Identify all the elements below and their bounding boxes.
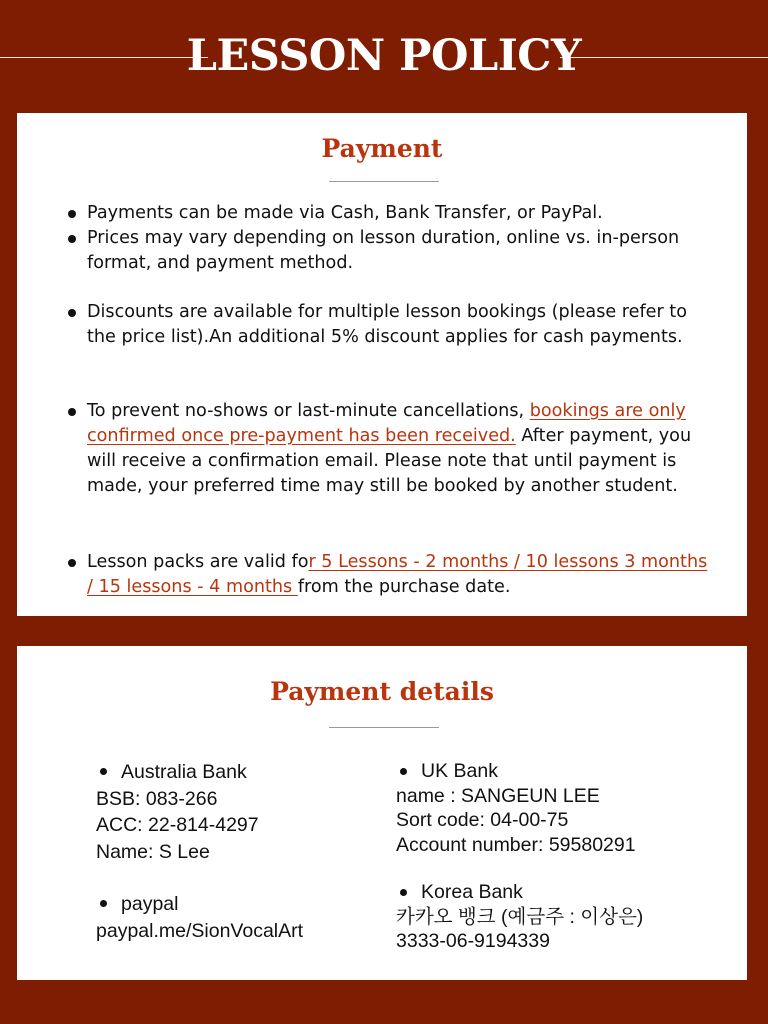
uk-bank-label-row: [396, 759, 636, 784]
uk-bank-block: [396, 759, 636, 857]
australia-account: ACC: 22-814-4297: [96, 814, 259, 836]
paypal-label: paypal: [121, 893, 179, 915]
bullet-icon: [68, 309, 76, 317]
korea-account-number: 3333-06-9194339: [396, 930, 550, 952]
uk-name: name : SANGEUN LEE: [396, 784, 600, 807]
prepayment-highlight: bookings are only confirmed once pre-payment has been received.: [87, 401, 686, 446]
paypal-block: [96, 891, 303, 944]
policy-item-text-pre: To prevent no-shows or last-minute cancellations,: [87, 401, 530, 421]
policy-item-methods: [87, 201, 717, 226]
payment-heading: Payment: [321, 134, 443, 163]
paypal-label-row: [96, 891, 303, 918]
policy-item-discounts: [87, 300, 717, 350]
bullet-icon: [100, 768, 107, 775]
korea-account-holder: 카카오 뱅크 (예금주 : 이상은): [396, 905, 644, 928]
australia-bank-block: [96, 759, 259, 865]
uk-sort-code: Sort code: 04-00-75: [396, 809, 569, 831]
payment-details-divider: [329, 727, 439, 728]
bullet-icon: [68, 210, 76, 218]
australia-bsb: BSB: 083-266: [96, 787, 218, 810]
lesson-pack-validity-highlight: r 5 Lessons - 2 months / 10 lessons 3 months / 15 lessons - 4 months: [87, 552, 708, 597]
uk-account-number: Account number: 59580291: [396, 833, 636, 856]
policy-item-text-post: from the purchase date.: [297, 577, 511, 597]
bullet-icon: [68, 235, 76, 243]
bullet-icon: [68, 408, 76, 416]
policy-item-prepayment: [87, 399, 717, 499]
policy-item-text-post: After payment, you will receive a confirmation email. Please note that until payment is made, your preferred time may still be booked by another student.: [87, 426, 692, 496]
uk-bank-label: UK Bank: [421, 760, 498, 782]
korea-bank-label-row: [396, 880, 643, 905]
korea-bank-label: Korea Bank: [421, 881, 523, 903]
bullet-icon: [400, 889, 407, 896]
paypal-link[interactable]: paypal.me/SionVocalArt: [96, 919, 304, 942]
payment-details-card: [17, 646, 747, 980]
page-title: LESSON POLICY: [186, 31, 582, 81]
policy-item-text: Payments can be made via Cash, Bank Transfer, or PayPal.: [87, 203, 603, 223]
bullet-icon: [100, 900, 107, 907]
bullet-icon: [68, 559, 76, 567]
policy-item-lesson-packs: [87, 550, 717, 600]
australia-bank-label: Australia Bank: [121, 761, 247, 783]
policy-item-text: Discounts are available for multiple lesson bookings (please refer to the price list).An additional 5% discount applies for cash payments.: [87, 302, 687, 347]
australia-name: Name: S Lee: [96, 840, 210, 863]
payment-details-heading: Payment details: [270, 677, 494, 706]
policy-item-text: Prices may vary depending on lesson duration, online vs. in-person format, and payment method.: [87, 228, 680, 273]
policy-item-prices: [87, 226, 717, 276]
payment-divider: [329, 181, 439, 182]
title-bar: [0, 28, 768, 84]
australia-bank-label-row: [96, 759, 259, 786]
policy-item-text-pre: Lesson packs are valid fo: [87, 552, 309, 572]
payment-card: [17, 113, 747, 616]
korea-bank-block: [396, 880, 643, 954]
bullet-icon: [400, 768, 407, 775]
